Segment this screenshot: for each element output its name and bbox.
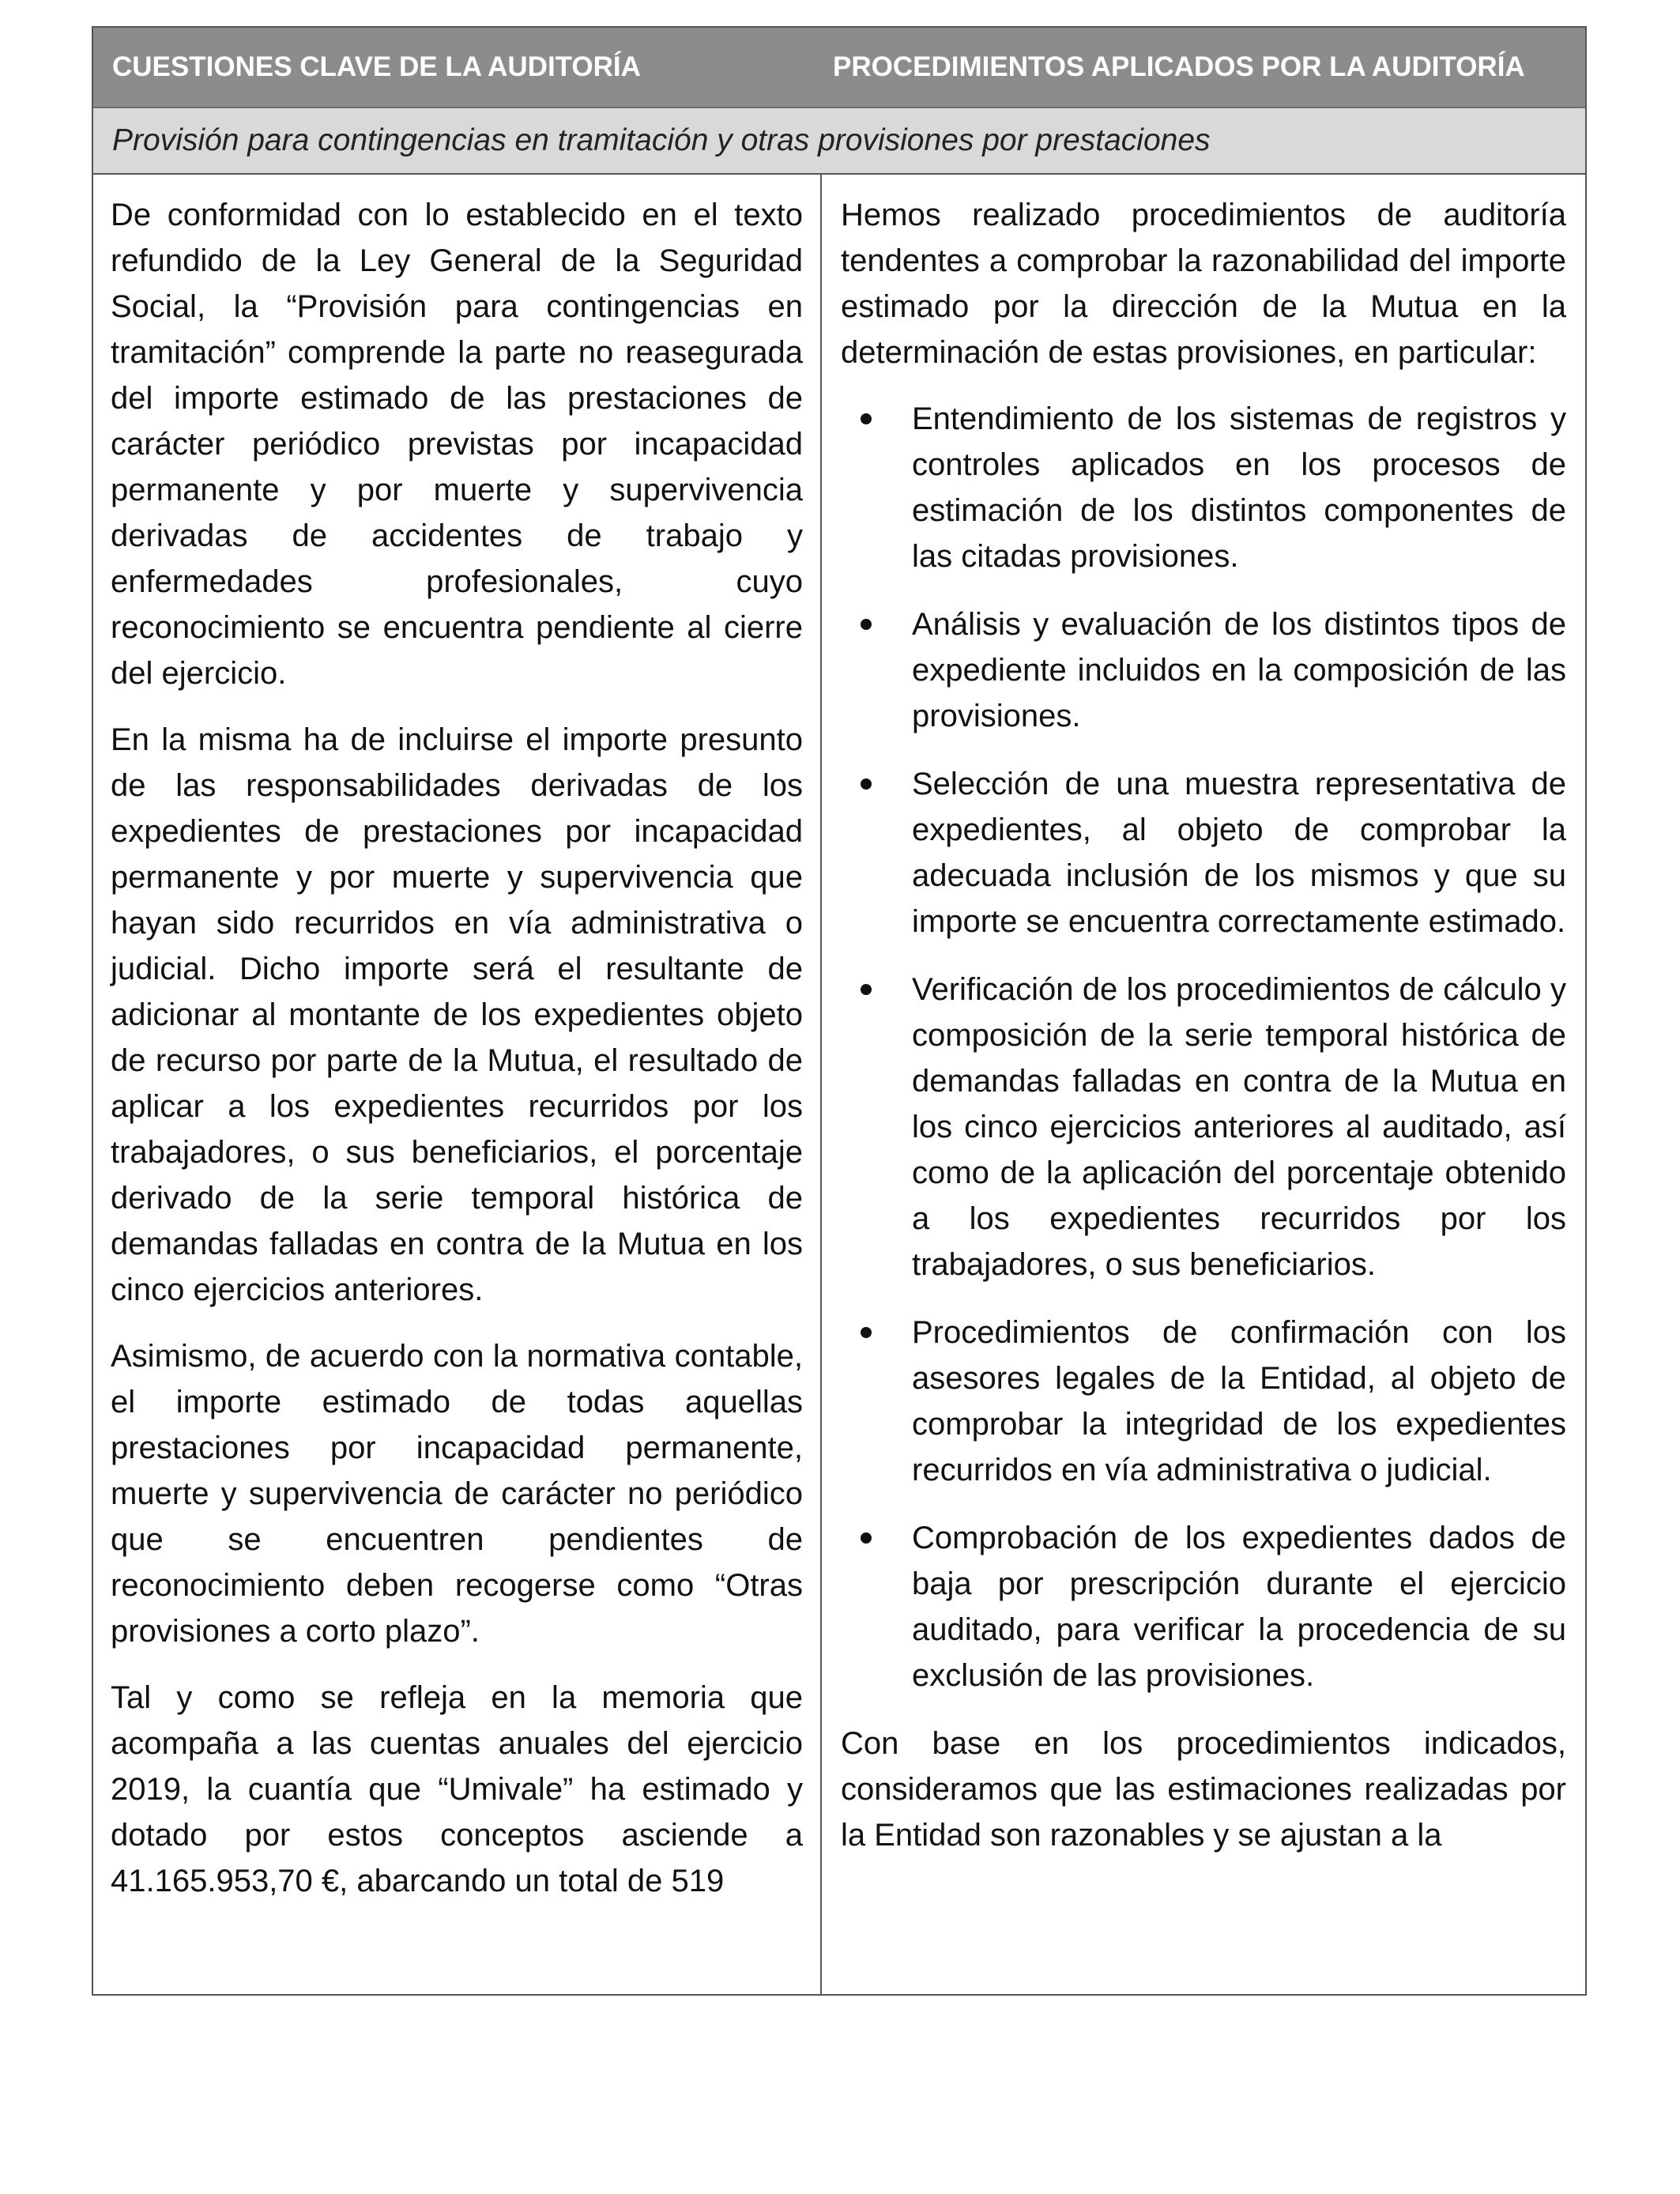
list-item-text: Análisis y evaluación de los distintos tipos de expediente incluidos en la composición de las provisiones. — [912, 607, 1566, 733]
list-item — [841, 601, 1566, 739]
key-matter-paragraph-2: En la misma ha de incluirse el importe presunto de las responsabilidades derivadas de los expedientes de prestaciones por incapacidad permanente y por muerte y supervivencia que hayan sido recurridos en vía administrativa o judicial. Dicho importe será el resultante de adicionar al montante de los expedientes objeto de recurso por parte de la Mutua, el resultado de aplicar a los expedientes recurridos por los trabajadores, o sus beneficiarios, el porcentaje derivado de la serie temporal histórica de demandas falladas en contra de la Mutua en los cinco ejercicios anteriores. — [111, 722, 803, 1307]
list-item — [841, 1515, 1566, 1698]
list-item — [841, 396, 1566, 579]
procedures-list — [841, 396, 1566, 1698]
bullet-icon — [841, 761, 912, 944]
list-item — [841, 967, 1566, 1287]
procedures-conclusion: Con base en los procedimientos indicados, consideramos que las estimaciones realizadas por la Entidad son razonables y se ajustan a la — [841, 1726, 1566, 1853]
bullet-icon — [841, 1310, 912, 1493]
procedures-column — [822, 175, 1585, 1994]
list-item-text: Procedimientos de confirmación con los asesores legales de la Entidad, al objeto de comprobar la integridad de los expedientes recurridos en vía administrativa o judicial. — [912, 1315, 1566, 1487]
table-header-row — [93, 28, 1585, 108]
list-item-text: Entendimiento de los sistemas de registros y controles aplicados en los procesos de estimación de los distintos componentes de las citadas provisiones. — [912, 401, 1566, 574]
bullet-icon — [841, 967, 912, 1287]
list-item-text: Selección de una muestra representativa de expedientes, al objeto de comprobar la adecuada inclusión de los mismos y que su importe se encuentra correctamente estimado. — [912, 767, 1566, 939]
key-matter-paragraph-3: Asimismo, de acuerdo con la normativa contable, el importe estimado de todas aquellas prestaciones por incapacidad permanente, muerte y supervivencia de carácter no periódico que se encuentren pendientes de reconocimiento deben recogerse como “Otras provisiones a corto plazo”. — [111, 1339, 803, 1649]
audit-table — [92, 26, 1587, 1996]
key-matter-paragraph-4: Tal y como se refleja en la memoria que acompaña a las cuentas anuales del ejercicio 2019, la cuantía que “Umivale” ha estimado y dotado por estos conceptos asciende a 41.165.953,70 €, abarcando un total de 519 — [111, 1680, 803, 1898]
header-key-matters: CUESTIONES CLAVE DE LA AUDITORÍA — [112, 51, 641, 82]
key-matter-paragraph-1: De conformidad con lo establecido en el texto refundido de la Ley General de la Seguridad Social, la “Provisión para contingencias en tramitación” comprende la parte no reasegurada del importe estimado de las prestaciones de carácter periódico previstas por incapacidad permanente y por muerte y supervivencia derivadas de accidentes de trabajo y enfermedades profesionales, cuyo reconocimiento se encuentra pendiente al cierre del ejercicio. — [111, 198, 803, 691]
key-matters-column — [93, 175, 822, 1994]
bullet-icon — [841, 396, 912, 579]
procedures-intro: Hemos realizado procedimientos de auditoría tendentes a comprobar la razonabilidad del importe estimado por la dirección de la Mutua en la determinación de estas provisiones, en particular: — [841, 198, 1566, 370]
list-item — [841, 761, 1566, 944]
list-item-text: Comprobación de los expedientes dados de baja por prescripción durante el ejercicio auditado, para verificar la procedencia de su exclusión de las provisiones. — [912, 1521, 1566, 1693]
list-item-text: Verificación de los procedimientos de cálculo y composición de la serie temporal histórica de demandas falladas en contra de la Mutua en los cinco ejercicios anteriores al auditado, así como de la aplicación del porcentaje obtenido a los expedientes recurridos por los trabajadores, o sus beneficiarios. — [912, 972, 1566, 1282]
section-title: Provisión para contingencias en tramitación y otras provisiones por prestaciones — [93, 108, 1585, 175]
bullet-icon — [841, 601, 912, 739]
header-procedures: PROCEDIMIENTOS APLICADOS POR LA AUDITORÍA — [833, 51, 1525, 82]
table-body-row — [93, 175, 1585, 1994]
bullet-icon — [841, 1515, 912, 1698]
list-item — [841, 1310, 1566, 1493]
